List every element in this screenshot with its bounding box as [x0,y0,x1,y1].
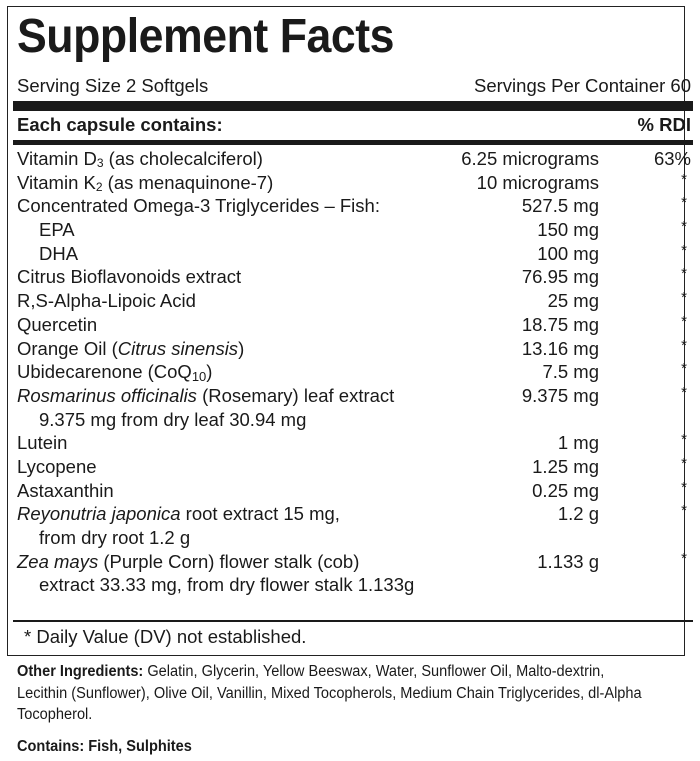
nutrient-detail: extract 33.33 mg, from dry flower stalk 1.133g [39,574,415,596]
nutrient-detail: 9.375 mg from dry leaf 30.94 mg [39,408,307,430]
nutrient-detail: from dry root 1.2 g [39,527,191,548]
nutrient-amount: 1.133 g [537,550,599,572]
table-row [17,289,691,313]
nutrient-name: Citrus Bioflavonoids extract [17,266,242,288]
nutrient-rdi: * [681,289,687,307]
nutrient-name: Concentrated Omega-3 Triglycerides – Fish: [17,195,380,217]
nutrient-rdi: * [681,265,687,283]
table-row [17,455,691,479]
table-row [17,479,691,503]
nutrient-name: Ubidecarenone (CoQ10) [17,361,213,385]
nutrient-amount: 0.25 mg [532,479,599,501]
nutrient-amount: 527.5 mg [521,195,599,217]
nutrient-rdi: * [681,431,687,449]
nutrient-rdi: * [681,383,687,401]
table-row [17,384,691,408]
table-row [17,171,691,195]
dv-footnote: * Daily Value (DV) not established. [24,626,307,647]
table-row [17,147,691,171]
table-row [17,265,691,289]
nutrient-rdi: * [681,170,687,188]
nutrient-amount: 1.2 g [557,503,599,525]
thin-divider [13,620,693,622]
nutrient-amount: 76.95 mg [521,266,599,288]
nutrient-name: Lycopene [17,455,97,477]
table-row-continuation [17,408,691,432]
nutrient-amount: 9.375 mg [521,384,599,406]
table-row [17,360,691,384]
nutrient-rdi: * [681,454,687,472]
nutrient-name: Reyonutria japonica root extract 15 mg, [17,503,340,525]
table-row [17,502,691,526]
nutrient-amount: 1.25 mg [532,455,599,477]
table-row-continuation [17,526,691,550]
nutrient-name: EPA [39,219,75,241]
nutrient-name: Vitamin K2 (as menaquinone-7) [17,171,274,194]
table-row [17,194,691,218]
table-row [17,550,691,574]
table-row [17,337,691,361]
nutrient-name: Vitamin D3 (as cholecalciferol) [17,148,263,170]
table-row [17,313,691,337]
nutrient-amount: 100 mg [537,242,599,264]
medium-divider [13,140,693,145]
nutrient-name: Lutein [17,432,68,454]
nutrient-rdi: * [681,241,687,259]
nutrient-amount: 1 mg [557,432,599,454]
nutrient-name: Zea mays (Purple Corn) flower stalk (cob) [17,550,360,572]
nutrient-name: Orange Oil (Citrus sinensis) [17,337,245,359]
nutrient-rdi: * [681,360,687,378]
table-row [17,218,691,242]
table-row [17,431,691,455]
allergen-statement: Contains: Fish, Sulphites [17,738,192,755]
nutrient-rdi: * [681,502,687,520]
nutrient-rdi: * [681,478,687,496]
nutrient-rdi: * [681,312,687,330]
nutrient-amount: 6.25 micrograms [461,148,599,169]
serving-info [17,74,691,98]
header-each-capsule: Each capsule contains: [17,114,223,135]
serving-size: Serving Size 2 Softgels [17,75,209,96]
table-header [17,112,691,138]
nutrient-amount: 25 mg [547,290,599,312]
nutrient-name: Astaxanthin [17,479,114,501]
nutrient-amount: 13.16 mg [521,337,599,359]
table-row-continuation [17,573,691,597]
nutrient-rdi: * [681,218,687,236]
thick-divider [13,101,693,111]
nutrient-amount: 18.75 mg [521,313,599,335]
nutrient-rdi: * [681,194,687,212]
nutrient-name: R,S-Alpha-Lipoic Acid [17,290,196,312]
nutrient-rdi: * [681,336,687,354]
nutrient-rdi: 63% [653,148,691,169]
nutrient-name: Quercetin [17,313,98,335]
other-ingredients-text: Gelatin, Glycerin, Yellow Beeswax, Water, Sunflower Oil, Malto-dextrin, Lecithin (Sunflower), Olive Oil, Vanillin, Mixed Tocopherols, Medium Chain Triglycerides, dl-Alpha Tocopherol. [17,663,642,723]
nutrient-name: DHA [39,242,79,264]
servings-per-container: Servings Per Container 60 [474,75,691,96]
table-row [17,242,691,266]
nutrient-amount: 10 micrograms [476,171,599,193]
nutrient-table [17,147,691,597]
header-rdi: % RDI [637,114,691,135]
other-ingredients-label: Other Ingredients: [17,663,144,680]
nutrient-rdi: * [681,549,687,567]
nutrient-name: Rosmarinus officinalis (Rosemary) leaf extract [17,384,395,406]
nutrient-amount: 7.5 mg [542,361,599,383]
nutrient-amount: 150 mg [537,219,599,241]
panel-title: Supplement Facts [17,10,395,63]
other-ingredients [17,661,647,726]
